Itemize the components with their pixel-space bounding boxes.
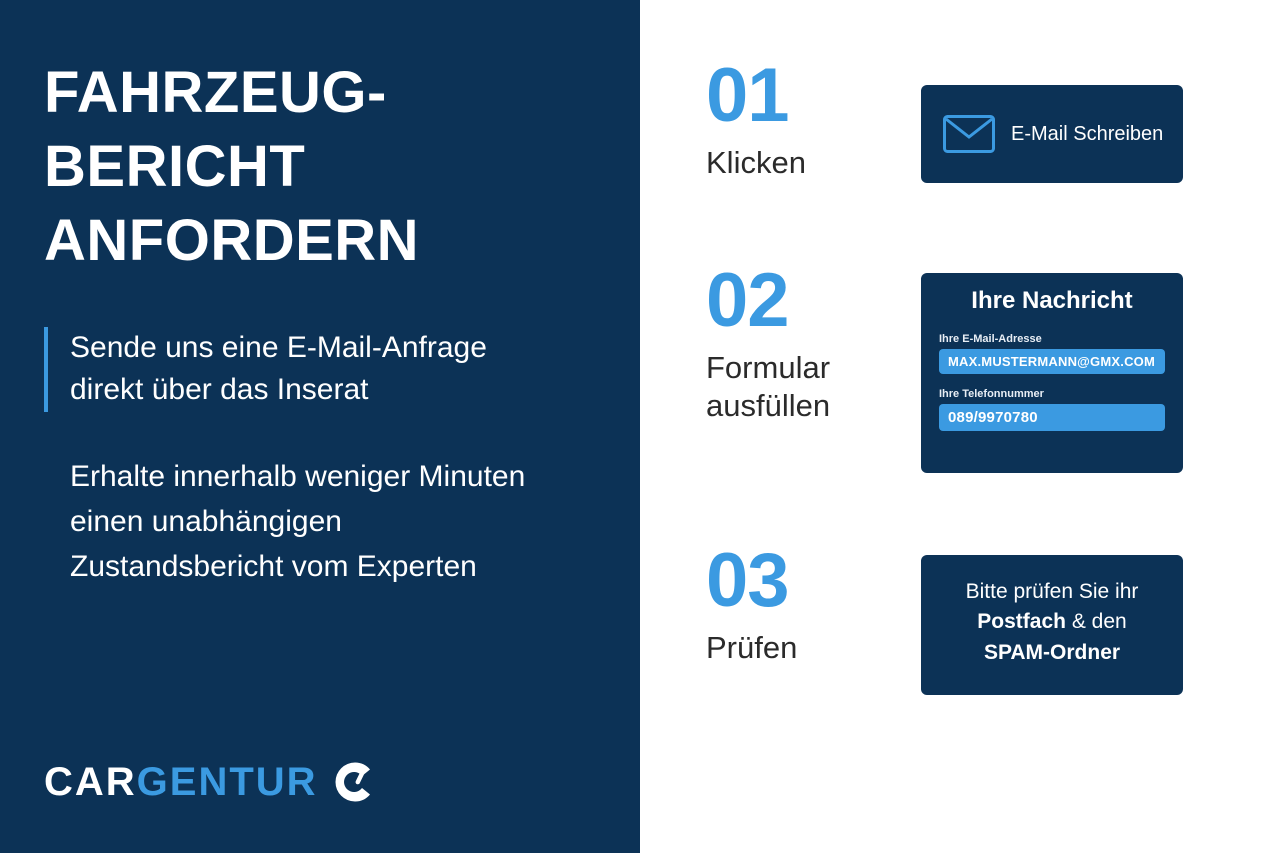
check-inbox-note <box>921 555 1183 695</box>
quote-line-2: direkt über das Inserat <box>70 373 369 407</box>
body-line-3: Zustandsbericht vom Experten <box>70 549 477 583</box>
email-field-group <box>939 333 1165 374</box>
quote-line-1: Sende uns eine E-Mail-Anfrage <box>70 330 487 364</box>
phone-field[interactable]: 089/9970780 <box>939 404 1165 431</box>
accent-bar <box>44 327 48 412</box>
note-line-2 <box>941 607 1163 637</box>
step-2-label <box>706 349 860 425</box>
phone-field-label: Ihre Telefonnummer <box>939 388 1044 400</box>
body-text <box>70 454 600 589</box>
note-line-2-rest: & den <box>1065 610 1127 634</box>
step-3-text <box>640 538 860 667</box>
step-1-number: 01 <box>706 53 789 138</box>
step-3 <box>640 538 1280 667</box>
step-1 <box>640 53 1280 182</box>
step-1-label-line-1: Klicken <box>706 145 806 181</box>
contact-form-card <box>921 273 1183 473</box>
email-schreiben-label: E-Mail Schreiben <box>1011 122 1164 145</box>
email-schreiben-button[interactable] <box>921 85 1183 183</box>
note-line-3 <box>941 638 1163 668</box>
step-2-text <box>640 258 860 425</box>
page-title <box>44 48 600 279</box>
headline-line-1: FAHRZEUG- <box>44 60 387 125</box>
note-bold-postfach: Postfach <box>977 610 1066 634</box>
step-1-text <box>640 53 860 182</box>
step-2 <box>640 258 1280 426</box>
right-panel <box>640 0 1280 853</box>
quote-text <box>70 327 487 412</box>
step-3-number: 03 <box>706 538 789 623</box>
note-line-1: Bitte prüfen Sie ihr <box>965 580 1139 603</box>
step-2-number: 02 <box>706 258 789 343</box>
headline-line-3: ANFORDERN <box>44 208 420 274</box>
logo-text-secondary: GENTUR <box>136 759 318 804</box>
headline-line-2: BERICHT <box>44 134 306 200</box>
step-2-label-line-2: ausfüllen <box>706 388 831 423</box>
step-3-label <box>706 629 860 667</box>
body-line-2: einen unabhängigen <box>70 504 342 538</box>
phone-field-group <box>939 388 1165 431</box>
body-line-1: Erhalte innerhalb weniger Minuten <box>70 459 526 493</box>
email-field[interactable]: MAX.MUSTERMANN@GMX.COM <box>939 349 1165 374</box>
quote-block <box>44 327 600 412</box>
brand-logo <box>44 759 378 805</box>
email-field-label: Ihre E-Mail-Adresse <box>939 333 1042 345</box>
step-2-label-line-1: Formular <box>706 350 831 386</box>
step-3-label-line-1: Prüfen <box>706 630 798 666</box>
logo-text-primary: CAR <box>44 759 137 804</box>
c-circle-logo-icon <box>332 759 378 805</box>
step-1-label <box>706 144 860 182</box>
form-title: Ihre Nachricht <box>971 287 1133 314</box>
note-bold-spam: SPAM-Ordner <box>983 640 1121 664</box>
envelope-icon <box>943 115 995 153</box>
